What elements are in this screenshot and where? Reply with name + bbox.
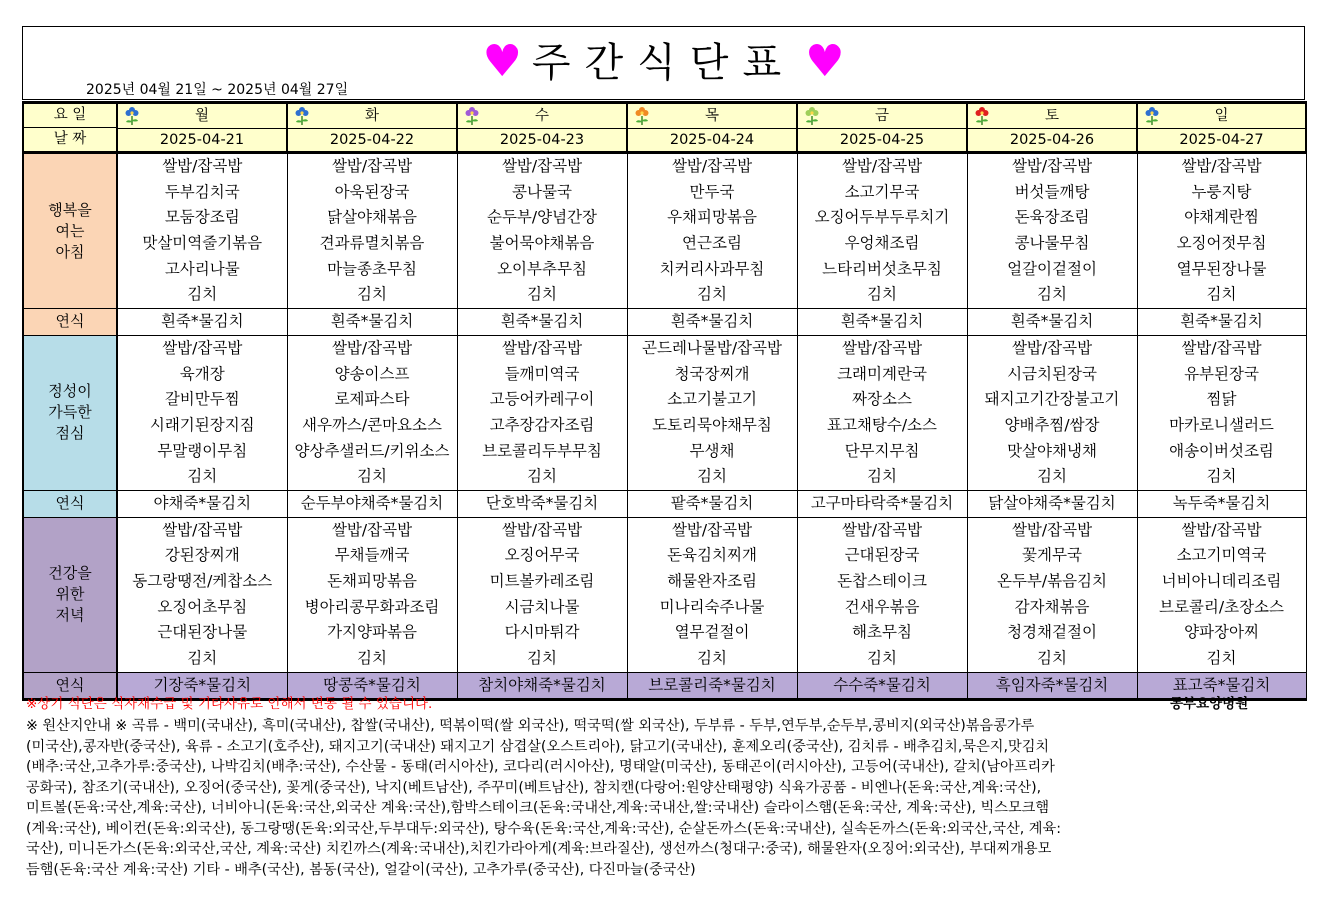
menu-item: 청경채겉절이 [1007, 623, 1097, 642]
title-frame [22, 26, 1305, 100]
snack-row-0 [23, 309, 1306, 336]
menu-item: 유부된장국 [1184, 364, 1259, 383]
meal-cell [1137, 517, 1306, 672]
menu-item: 쌀밥/잡곡밥 [1181, 157, 1262, 175]
menu-item: 너비아니데리조림 [1161, 572, 1282, 591]
menu-item: 청국장찌개 [674, 364, 750, 383]
menu-item: 다시마튀각 [504, 623, 580, 642]
day-name-text: 화 [364, 107, 379, 124]
meal-cell [287, 153, 457, 309]
menu-item: 근대된장국 [844, 546, 920, 565]
menu-item: 쌀밥/잡곡밥 [671, 520, 753, 539]
day-name [458, 105, 626, 129]
day-name-text: 금 [874, 107, 889, 124]
menu-item: 오이부추무침 [497, 259, 587, 278]
menu-item: 고등어카레구이 [489, 390, 595, 409]
snack-cell: 기장죽*물김치 [117, 672, 287, 700]
menu-item: 김치 [187, 285, 218, 304]
menu-item: 열무겉절이 [674, 623, 750, 642]
menu-item: 쌀밥/잡곡밥 [841, 338, 923, 357]
menu-item: 오징어초무침 [157, 597, 248, 616]
menu-item: 두부김치국 [164, 182, 240, 201]
day-header-1 [287, 103, 457, 153]
meal-label-text: 행복을 여는 아침 [48, 200, 92, 261]
day-header-4 [797, 103, 967, 153]
menu-item: 무말랭이무침 [157, 441, 248, 460]
menu-item: 김치 [867, 285, 897, 304]
flower-icon [123, 106, 141, 126]
day-header-6 [1137, 103, 1306, 153]
date-label: 날 짜 [53, 131, 87, 147]
menu-item: 소고기불고기 [667, 390, 757, 409]
menu-item: 돼지고기간장불고기 [984, 390, 1120, 409]
menu-item: 쌀밥/잡곡밥 [1011, 157, 1093, 175]
menu-item: 로제파스타 [334, 390, 410, 409]
menu-item: 무생채 [689, 441, 735, 460]
menu-item: 닭살야채볶음 [327, 208, 417, 227]
menu-item: 돈육장조림 [1014, 208, 1090, 227]
menu-item: 아욱된장국 [334, 182, 410, 201]
flower-icon [463, 106, 481, 126]
menu-item: 김치 [1206, 467, 1237, 486]
day-header-5 [967, 103, 1137, 153]
menu-item: 건새우볶음 [844, 597, 920, 616]
meal-cell [967, 153, 1137, 309]
menu-item: 김치 [1037, 285, 1067, 304]
menu-item: 양상추샐러드/키위소스 [294, 441, 450, 460]
day-header-2 [457, 103, 627, 153]
snack-label: 연식 [23, 309, 117, 336]
menu-item: 돈채피망볶음 [327, 572, 417, 591]
menu-item: 오징어무국 [504, 546, 580, 565]
menu-item: 감자채볶음 [1014, 597, 1090, 616]
menu-item: 양배추찜/쌈장 [1004, 415, 1100, 434]
snack-cell: 참치야채죽*물김치 [457, 672, 627, 700]
flower-icon [293, 106, 311, 126]
menu-item: 크래미계란국 [837, 364, 927, 383]
menu-item: 김치 [1206, 649, 1237, 668]
meal-cell [117, 153, 287, 309]
menu-item: 무채들깨국 [334, 546, 410, 565]
meal-cell [627, 335, 797, 490]
origin-info: ※ 원산지안내 ※ 곡류 - 백미(국내산), 흑미(국내산), 찹쌀(국내산), 떡볶이떡(쌀 외국산), 떡국떡(쌀 외국산), 두부류 - 두부,연두부,순두부,콩비지(외국산)볶음콩가루 (미국산),콩자반(중국산), 육류 - 소고기(호주산), 돼지고기(국내산) 돼지고기 삼겹살(오스트리아), 닭고기(국내산), 훈제오리(중국산), 김치류 - 배추김치,묵은지,맛김치 (배추:국산,고추가루:중국산), 나박김치(배추:국산), 수산물 - 동태(러시아산), 코다리(러시아산), 명태알(미국산), 동태곤이(러시아산), 고등어(국내산), 갈치(남아프리카 공화국), 참조기(국내산), 오징어(중국산), 꽃게(중국산), 낙지(베트남산), 주꾸미(베트남산), 참치캔(다랑어:원양산태평양) 식육가공품 - 비엔나(돈육:국산,계육:국산), 미트볼(돈육:국산,계육:국산), 너비아니(돈육:국산,외국산 계육:국산),함박스테이크(돈육:국내산,계육:국내산,쌀:국내산) 슬라이스햄(돈육:국산, 계육:국산), 빅스모크햄 (계육:국산), 베이컨(돈육:외국산), 동그랑땡(돈육:외국산,두부대두:외국산), 탕수육(돈육:국산,계육:국산), 순살돈까스(돈육:국내산), 실속돈까스(돈육:외국산,국산, 계육: 국산), 미니돈가스(돈육:외국산,국산, 계육:국산) 치킨까스(계육:국내산),치킨가라아게(계육:브라질산), 생선까스(청대구:중국), 해물완자(오징어:외국산), 부대찌개용모 듬햄(돈육:국산 계육:국산) 기타 - 배추(국산), 봄동(국산), 얼갈이(국산), 고추가루(중국산), 다진마늘(중국산) [26, 718, 1061, 878]
menu-item: 돈육김치찌개 [667, 546, 757, 565]
menu-item: 브로콜리/초장소스 [1158, 597, 1284, 616]
menu-period: 2025년 04월 21일 ~ 2025년 04월 27일 [86, 82, 349, 98]
meal-cell [627, 517, 797, 672]
menu-item: 브로콜리두부무침 [482, 441, 602, 460]
menu-item: 김치 [1206, 285, 1237, 304]
menu-item: 쌀밥/잡곡밥 [1181, 520, 1262, 539]
menu-item: 오징어두부두루치기 [814, 208, 950, 227]
menu-item: 육개장 [179, 364, 225, 383]
snack-row-1 [23, 490, 1306, 517]
meal-cell [457, 517, 627, 672]
meal-cell [287, 335, 457, 490]
menu-item: 우채피망볶음 [667, 208, 757, 227]
snack-cell: 표고죽*물김치 [1137, 672, 1306, 700]
menu-item: 애송이버섯조림 [1169, 441, 1274, 460]
snack-cell: 흰죽*물김치 [797, 309, 967, 336]
meal-row-1 [23, 335, 1306, 490]
menu-item: 시래기된장지짐 [149, 415, 255, 434]
menu-item: 쌀밥/잡곡밥 [501, 157, 583, 175]
menu-item: 쌀밥/잡곡밥 [1011, 338, 1093, 357]
snack-cell: 땅콩죽*물김치 [287, 672, 457, 700]
day-name-text: 월 [194, 107, 209, 124]
menu-item: 소고기무국 [844, 182, 920, 201]
menu-item: 콩나물무침 [1014, 234, 1090, 253]
meal-label [23, 153, 117, 309]
day-name [968, 105, 1136, 129]
menu-item: 고사리나물 [164, 259, 240, 278]
menu-item: 표고채탕수/소스 [826, 415, 938, 434]
menu-item: 쌀밥/잡곡밥 [671, 157, 753, 175]
menu-item: 김치 [1037, 467, 1067, 486]
menu-item: 느타리버섯초무침 [822, 259, 942, 278]
day-name [628, 105, 796, 129]
menu-item: 마카로니샐러드 [1169, 415, 1274, 434]
menu-item: 단무지무침 [844, 441, 920, 460]
meal-cell [967, 335, 1137, 490]
menu-item: 김치 [527, 467, 557, 486]
meal-cell [967, 517, 1137, 672]
menu-item: 쌀밥/잡곡밥 [331, 338, 413, 357]
menu-item: 곤드레나물밥/잡곡밥 [642, 338, 782, 357]
menu-item: 쌀밥/잡곡밥 [331, 520, 413, 539]
day-date: 2025-04-25 [839, 131, 925, 148]
menu-item: 쌀밥/잡곡밥 [162, 338, 243, 357]
menu-item: 쌀밥/잡곡밥 [1011, 520, 1093, 539]
heart-icon: ♥ [482, 36, 522, 87]
menu-item: 마늘종초무침 [327, 259, 417, 278]
menu-item: 만두국 [689, 182, 735, 201]
meal-cell [457, 335, 627, 490]
meal-cell [797, 335, 967, 490]
meal-cell [1137, 153, 1306, 309]
snack-cell: 녹두죽*물김치 [1137, 490, 1306, 517]
header-row [23, 103, 1306, 153]
meal-cell [117, 517, 287, 672]
menu-item: 야채계란찜 [1184, 208, 1259, 227]
snack-cell: 흰죽*물김치 [1137, 309, 1306, 336]
menu-item: 꽃게무국 [1022, 546, 1082, 565]
menu-item: 해초무침 [852, 623, 912, 642]
meal-cell [117, 335, 287, 490]
menu-item: 양송이스프 [334, 364, 410, 383]
menu-item: 김치 [1037, 649, 1067, 668]
menu-item: 쌀밥/잡곡밥 [331, 157, 413, 175]
snack-cell: 팥죽*물김치 [627, 490, 797, 517]
menu-item: 맛살미역줄기볶음 [142, 234, 263, 253]
menu-item: 김치 [867, 467, 897, 486]
day-name [1138, 105, 1305, 129]
meal-label [23, 335, 117, 490]
meal-cell [1137, 335, 1306, 490]
menu-item: 들깨미역국 [504, 364, 580, 383]
menu-item: 쌀밥/잡곡밥 [841, 520, 923, 539]
day-name-text: 목 [704, 107, 719, 124]
meal-cell [797, 153, 967, 309]
snack-cell: 흰죽*물김치 [287, 309, 457, 336]
snack-cell: 고구마타락죽*물김치 [797, 490, 967, 517]
snack-cell: 단호박죽*물김치 [457, 490, 627, 517]
menu-item: 열무된장나물 [1176, 259, 1267, 278]
meal-label-text: 정성이 가득한 점심 [48, 382, 92, 443]
menu-item: 김치 [867, 649, 897, 668]
flower-icon [803, 106, 821, 126]
menu-item: 누룽지탕 [1191, 182, 1252, 201]
menu-item: 치커리사과무침 [659, 259, 765, 278]
day-name-text: 일 [1214, 107, 1229, 124]
meal-row-0 [23, 153, 1306, 309]
meal-label-text: 건강을 위한 저녁 [48, 564, 92, 625]
menu-item: 병아리콩무화과조림 [304, 597, 440, 616]
menu-item: 갈비만두찜 [164, 390, 240, 409]
snack-cell: 순두부야채죽*물김치 [287, 490, 457, 517]
menu-item: 도토리묵야채무침 [652, 415, 772, 434]
menu-item: 쌀밥/잡곡밥 [501, 520, 583, 539]
title-text: 주간식단표 [531, 40, 796, 86]
meal-cell [457, 153, 627, 309]
change-notice: ※상기 식단은 식자재수급 및 기타사유로 인해서 변동 될 수 있습니다. [26, 696, 433, 712]
menu-item: 김치 [527, 649, 557, 668]
day-date: 2025-04-24 [669, 131, 755, 148]
snack-cell: 흑임자죽*물김치 [967, 672, 1137, 700]
menu-item: 연근조림 [682, 234, 742, 253]
day-header-3 [627, 103, 797, 153]
menu-item: 쌀밥/잡곡밥 [1181, 338, 1262, 357]
snack-cell: 흰죽*물김치 [627, 309, 797, 336]
menu-item: 김치 [357, 649, 387, 668]
menu-item: 김치 [187, 467, 218, 486]
menu-item: 쌀밥/잡곡밥 [162, 157, 243, 175]
day-name-text: 토 [1044, 107, 1059, 124]
menu-item: 짜장소스 [852, 390, 912, 409]
menu-item: 고추장감자조림 [489, 415, 595, 434]
menu-item: 모둠장조림 [164, 208, 240, 227]
menu-item: 강된장찌개 [164, 546, 240, 565]
menu-item: 순두부/양념간장 [486, 208, 598, 227]
snack-cell: 브로콜리죽*물김치 [627, 672, 797, 700]
menu-item: 견과류멸치볶음 [319, 234, 425, 253]
menu-item: 찜닭 [1206, 390, 1237, 409]
header-label-cell [23, 103, 117, 153]
menu-item: 돈찹스테이크 [837, 572, 927, 591]
day-date: 2025-04-26 [1009, 131, 1095, 148]
menu-item: 온두부/볶음김치 [996, 572, 1108, 591]
menu-item: 김치 [527, 285, 557, 304]
menu-item: 쌀밥/잡곡밥 [162, 520, 243, 539]
menu-item: 가지양파볶음 [327, 623, 417, 642]
menu-item: 동그랑땡전/케찹소스 [132, 572, 273, 591]
snack-cell: 닭살야채죽*물김치 [967, 490, 1137, 517]
snack-label: 연식 [23, 490, 117, 517]
menu-item: 얼갈이겉절이 [1007, 259, 1097, 278]
flower-icon [973, 106, 991, 126]
menu-item: 양파장아찌 [1184, 623, 1259, 642]
flower-icon [1143, 106, 1161, 126]
menu-item: 콩나물국 [512, 182, 572, 201]
meal-cell [797, 517, 967, 672]
menu-item: 근대된장나물 [157, 623, 248, 642]
meal-row-2 [23, 517, 1306, 672]
day-label: 요 일 [24, 104, 116, 128]
day-date: 2025-04-27 [1179, 131, 1264, 148]
menu-item: 미나리숙주나물 [659, 597, 765, 616]
menu-item: 김치 [697, 649, 727, 668]
menu-item: 불어묵야채볶음 [489, 234, 595, 253]
flower-icon [633, 106, 651, 126]
menu-item: 미트볼카레조림 [489, 572, 595, 591]
snack-cell: 수수죽*물김치 [797, 672, 967, 700]
menu-item: 새우까스/콘마요소스 [302, 415, 442, 434]
day-date: 2025-04-22 [329, 131, 415, 148]
meal-cell [287, 517, 457, 672]
day-name-text: 수 [534, 107, 549, 124]
menu-item: 해물완자조림 [667, 572, 757, 591]
snack-label: 연식 [23, 672, 117, 700]
meal-cell [627, 153, 797, 309]
weekly-menu-table [22, 101, 1307, 701]
menu-item: 시금치된장국 [1007, 364, 1097, 383]
day-name [118, 105, 286, 129]
day-date: 2025-04-23 [499, 131, 585, 148]
menu-item: 김치 [357, 285, 387, 304]
menu-item: 쌀밥/잡곡밥 [501, 338, 583, 357]
menu-item: 쌀밥/잡곡밥 [841, 157, 923, 175]
menu-item: 소고기미역국 [1176, 546, 1267, 565]
menu-item: 오징어젓무침 [1176, 234, 1267, 253]
day-date: 2025-04-21 [159, 131, 245, 148]
day-name [288, 105, 456, 129]
meal-label [23, 517, 117, 672]
menu-item: 맛살야채냉채 [1007, 441, 1097, 460]
day-name [798, 105, 966, 129]
menu-item: 우엉채조림 [844, 234, 920, 253]
heart-icon: ♥ [805, 36, 845, 87]
snack-cell: 흰죽*물김치 [457, 309, 627, 336]
menu-item: 김치 [697, 467, 727, 486]
snack-cell: 야채죽*물김치 [117, 490, 287, 517]
menu-item: 김치 [697, 285, 727, 304]
menu-item: 김치 [187, 649, 218, 668]
snack-cell: 흰죽*물김치 [117, 309, 287, 336]
menu-item: 버섯들깨탕 [1014, 182, 1090, 201]
snack-cell: 흰죽*물김치 [967, 309, 1137, 336]
menu-item: 김치 [357, 467, 387, 486]
menu-item: 시금치나물 [504, 597, 580, 616]
day-header-0 [117, 103, 287, 153]
hospital-name: 동부요양병원 [1170, 696, 1249, 712]
